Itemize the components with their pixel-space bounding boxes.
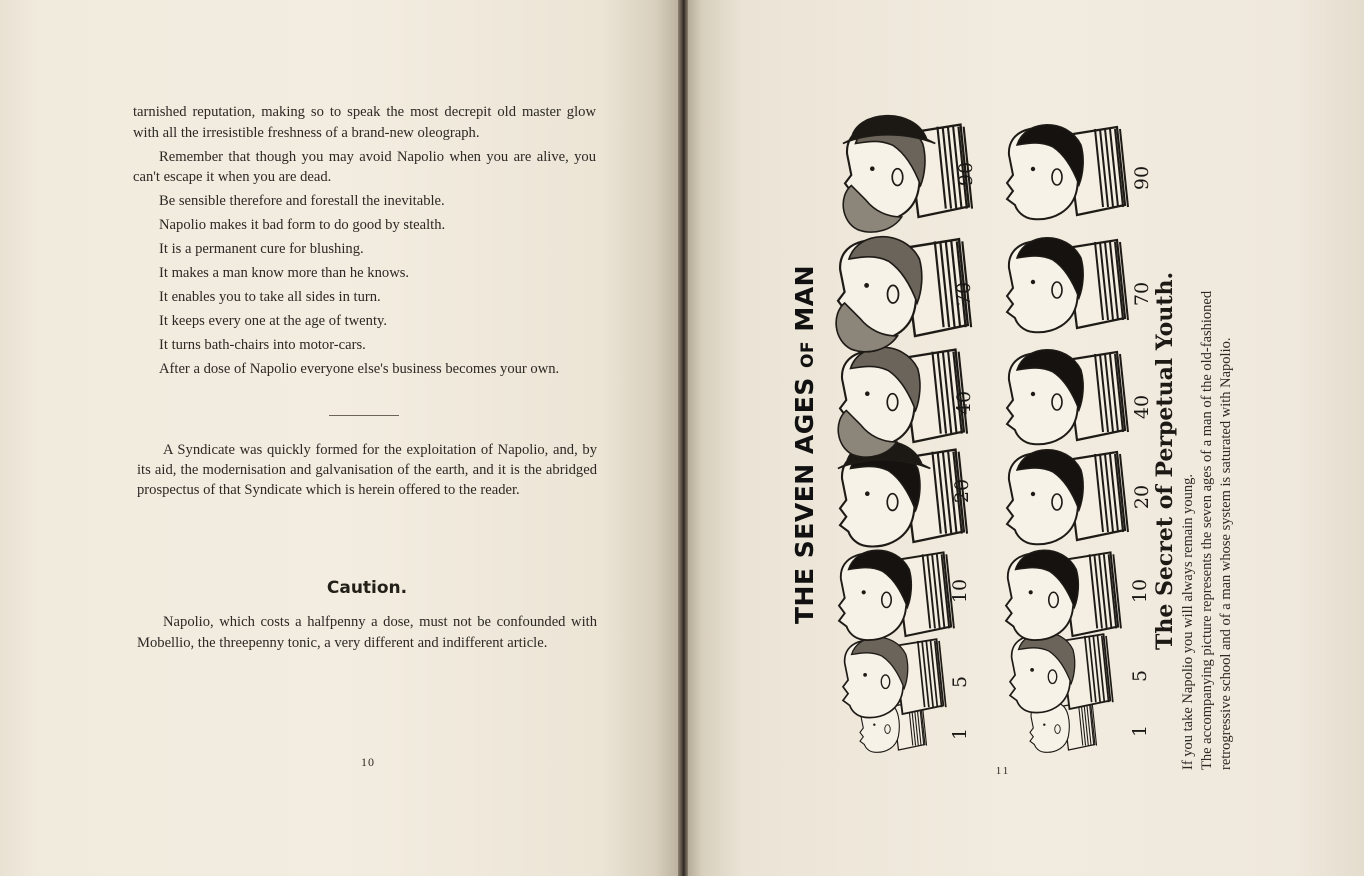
caption-line: The accompanying picture represents the seven ages of a man of the old-fashioned: [1199, 290, 1215, 770]
caution-paragraph: Napolio, which costs a halfpenny a dose, must not be confounded with Mobellio, the threepenny tonic, a very different and indifferent article.: [137, 614, 597, 651]
eye-dot: [1043, 723, 1045, 725]
head-napolio-age-90: [1007, 125, 1128, 220]
eye-dot: [1031, 280, 1035, 284]
slogan-line: It is a permanent cure for blushing.: [159, 241, 364, 257]
age-label-bottom: 5: [1129, 669, 1151, 683]
age-label-top: 90: [955, 161, 977, 187]
age-label-top: 10: [949, 578, 971, 604]
age-label-bottom: 10: [1129, 578, 1151, 604]
eye-dot: [1031, 492, 1035, 496]
head-old-age-40: [838, 347, 967, 457]
slogan-line: It keeps every one at the age of twenty.: [159, 313, 387, 329]
age-label-top: 40: [953, 390, 975, 416]
slogan-line: It makes a man know more than he knows.: [159, 265, 410, 281]
eye-dot: [870, 166, 875, 171]
page-number-left: 10: [361, 755, 375, 769]
age-label-top: 1: [949, 727, 971, 741]
eye-dot: [865, 491, 870, 496]
paragraph-continued: tarnished reputation, making so to speak the most decrepit old master glow with all the irresistible freshness of a brand-new oleograph.: [133, 104, 596, 141]
heads-group: [836, 116, 1128, 753]
section-divider: [329, 415, 399, 416]
head-napolio-age-70: [1007, 238, 1128, 333]
head-napolio-age-20: [1007, 450, 1128, 545]
plate-title: [790, 265, 819, 624]
eye-dot: [873, 723, 875, 725]
eye-dot: [865, 391, 870, 396]
plate-title-man: MAN: [790, 265, 819, 341]
age-label-bottom: 40: [1131, 394, 1153, 420]
plate-title-seven-ages: THE SEVEN AGES: [790, 367, 819, 624]
head-napolio-age-40: [1007, 350, 1128, 445]
secret-of-youth-heading: The Secret of Perpetual Youth.: [1152, 271, 1178, 650]
paragraph-syndicate: A Syndicate was quickly formed for the exploitation of Napolio, and, by its aid, the modernisation and galvanisation of the earth, and it is the abridged prospectus of that Syndicate which is herein offered to the reader.: [137, 442, 597, 498]
caption-line: retrogressive school and of a man whose system is saturated with Napolio.: [1218, 337, 1234, 770]
slogan-line: It turns bath-chairs into motor-cars.: [159, 337, 366, 353]
caption-line: If you take Napolio you will always remain young.: [1180, 474, 1196, 770]
head-old-age-5: [843, 637, 946, 717]
head-old-age-90: [843, 116, 972, 232]
age-label-top: 70: [953, 281, 975, 307]
slogan-line: Napolio makes it bad form to do good by stealth.: [159, 217, 446, 233]
slogan-line: Be sensible therefore and forestall the inevitable.: [159, 193, 445, 209]
eye-dot: [1029, 590, 1033, 594]
plate-caption: [1179, 110, 1236, 770]
eye-dot: [864, 283, 869, 288]
eye-dot: [1031, 392, 1035, 396]
age-label-bottom: 20: [1131, 484, 1153, 510]
paragraph-after-dose: After a dose of Napolio everyone else's business becomes your own.: [159, 361, 560, 377]
head-napolio-age-10: [1006, 550, 1121, 640]
eye-dot: [1030, 668, 1034, 672]
left-page-body: [133, 102, 596, 383]
caution-heading: Caution.: [326, 578, 408, 598]
age-label-bottom: 90: [1131, 165, 1153, 191]
paragraph-remember: Remember that though you may avoid Napolio when you are alive, you can't escape it when you are dead.: [133, 148, 596, 185]
slogan-line: It enables you to take all sides in turn.: [159, 289, 381, 305]
age-label-bottom: 1: [1129, 724, 1151, 738]
head-old-age-70: [836, 237, 971, 352]
right-page: [682, 0, 1364, 876]
head-old-age-10: [839, 550, 954, 640]
age-label-top: 20: [951, 478, 973, 504]
page-number-right: 11: [995, 765, 1011, 777]
seven-ages-illustration: [682, 0, 1364, 876]
plate-title-of: OF: [798, 340, 818, 368]
book-gutter: [678, 0, 688, 876]
head-napolio-age-5: [1010, 632, 1113, 712]
eye-dot: [862, 590, 866, 594]
age-label-bottom: 70: [1131, 281, 1153, 307]
eye-dot: [1031, 167, 1035, 171]
age-label-top: 5: [949, 675, 971, 689]
eye-dot: [863, 673, 867, 677]
